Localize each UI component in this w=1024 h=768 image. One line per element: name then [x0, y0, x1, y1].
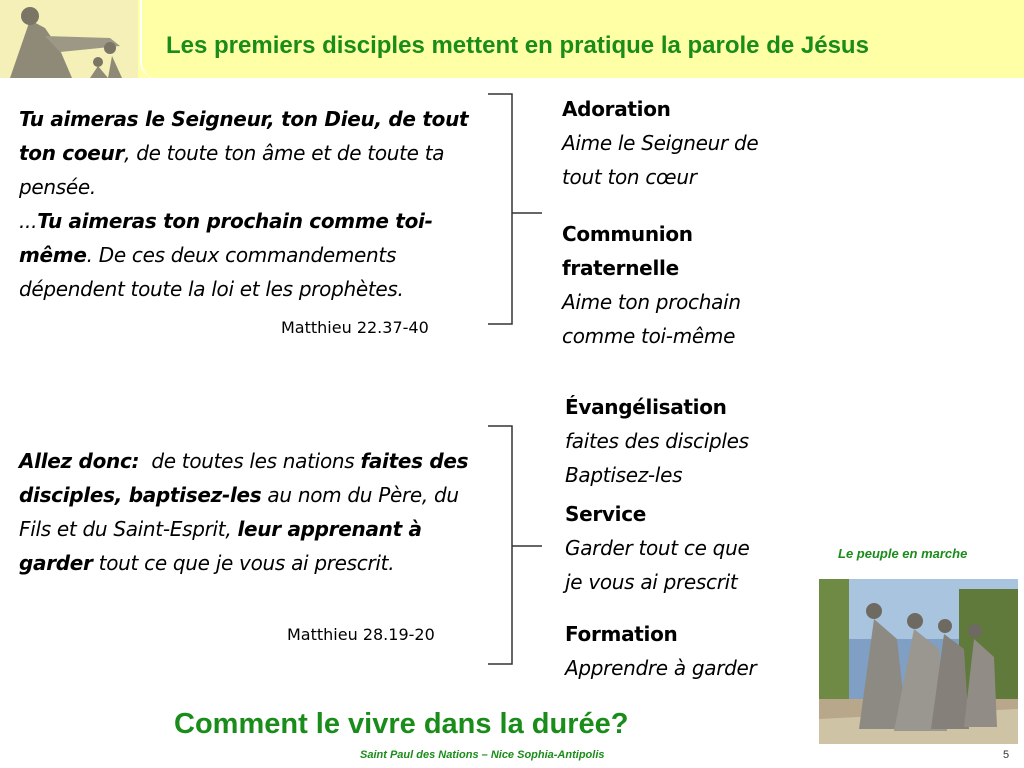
quote-apprenant: leur apprenant à garder	[19, 517, 422, 575]
category-heading: Service	[565, 502, 647, 526]
quote-great-commandment	[19, 102, 489, 306]
category-heading: Formation	[565, 622, 678, 646]
category-evangelisation	[565, 390, 749, 492]
quote-love-neighbour-rest: . De ces deux commandements dépendent toute la loi et les prophètes.	[19, 243, 404, 301]
quote-love-god: Tu aimeras le Seigneur, ton Dieu, de tout ton coeur	[19, 107, 469, 165]
category-line: Aime le Seigneur de	[562, 131, 759, 155]
slide-title: Les premiers disciples mettent en pratique la parole de Jésus	[166, 32, 869, 59]
category-heading: Évangélisation	[565, 395, 727, 419]
quote-ellipsis: ...	[19, 209, 38, 233]
page-number: 5	[1003, 749, 1010, 761]
bracket-1	[486, 92, 546, 328]
category-line: Baptisez-les	[565, 463, 683, 487]
category-line: Garder tout ce que	[565, 536, 750, 560]
footer-text: Saint Paul des Nations – Nice Sophia-Antipolis	[360, 749, 605, 761]
category-adoration	[562, 92, 758, 194]
category-line: tout ton cœur	[562, 165, 697, 189]
quote-love-god-rest: , de toute ton âme et de toute ta pensée.	[19, 141, 445, 199]
reference-matthieu-28: Matthieu 28.19-20	[287, 625, 435, 644]
quote-allez-donc: Allez donc:	[19, 449, 140, 473]
quote-prescrit: tout ce que je vous ai prescrit.	[92, 551, 395, 575]
category-communion	[562, 217, 782, 353]
category-formation	[565, 617, 756, 685]
quote-nations: de toutes les nations	[139, 449, 361, 473]
reference-matthieu-22: Matthieu 22.37-40	[281, 318, 429, 337]
quote-love-neighbour: Tu aimeras ton prochain comme toi-même	[19, 209, 433, 267]
category-line: faites des disciples	[565, 429, 749, 453]
bracket-2	[486, 424, 546, 668]
quote-faites-disciples: faites des disciples, baptisez-les	[19, 449, 469, 507]
sculpture-logo	[0, 0, 138, 78]
photo-caption: Le peuple en marche	[838, 546, 968, 561]
quote-au-nom: au nom du Père, du Fils et du Saint-Esprit,	[19, 483, 459, 541]
sculpture-photo	[819, 579, 1018, 744]
category-line: Aime ton prochain	[562, 290, 741, 314]
quote-great-commission	[19, 444, 479, 580]
category-line: je vous ai prescrit	[565, 570, 738, 594]
category-line: Apprendre à garder	[565, 656, 757, 680]
category-service	[565, 497, 749, 599]
category-line: comme toi-même	[562, 324, 736, 348]
closing-question: Comment le vivre dans la durée?	[174, 708, 629, 740]
category-heading: Communion fraternelle	[562, 222, 693, 280]
category-heading: Adoration	[562, 97, 671, 121]
